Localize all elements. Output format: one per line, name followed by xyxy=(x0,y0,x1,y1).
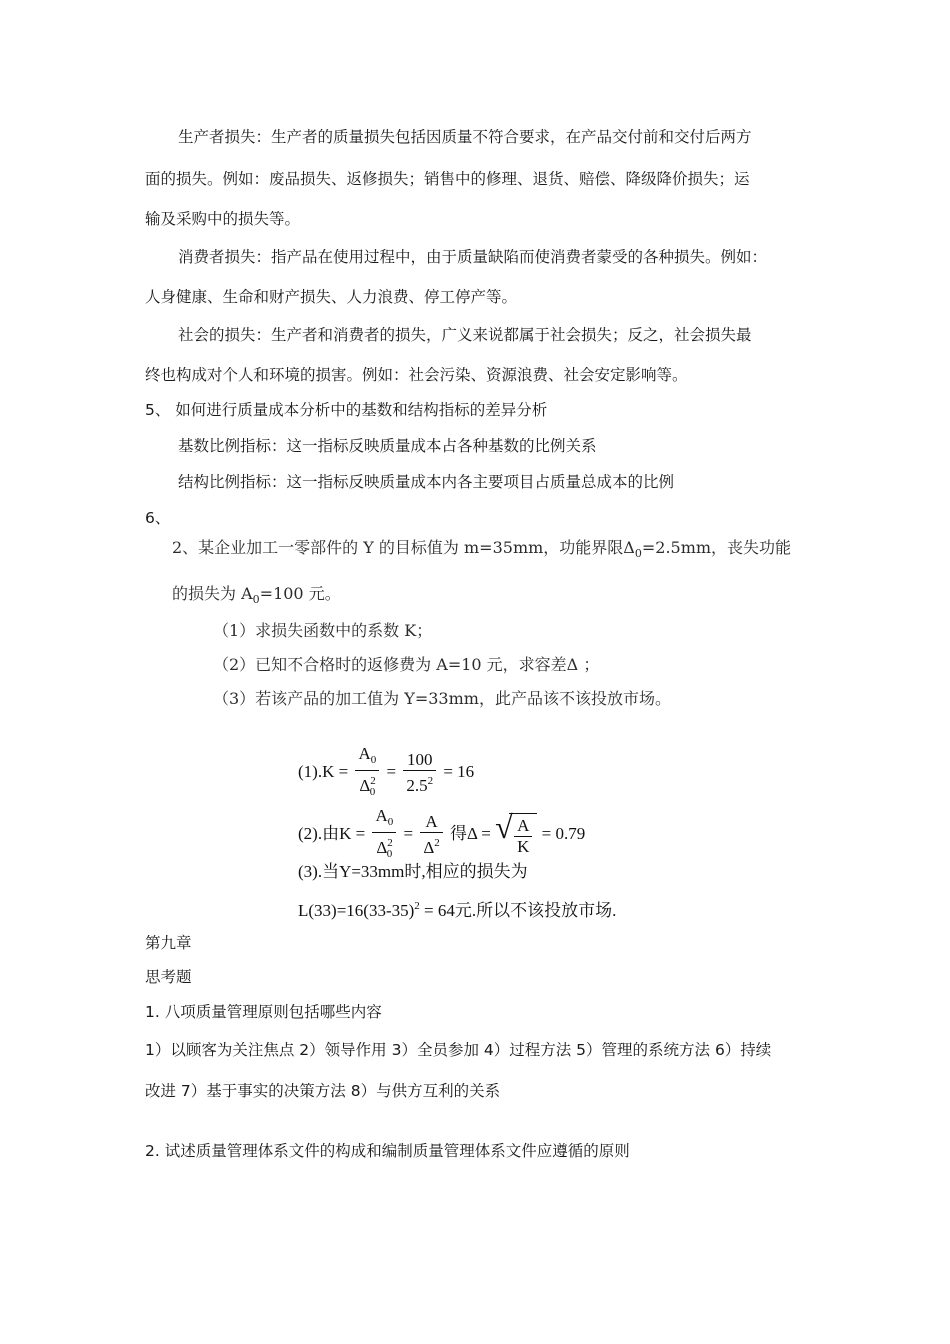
fraction-a-over-k xyxy=(514,816,532,857)
solution-4-text-a: L(33)=16(33-35) xyxy=(298,901,415,920)
problem-item-1: （1）求损失函数中的系数 K； xyxy=(213,621,433,640)
frac-num: A xyxy=(358,744,371,763)
problem-line-1-text-b: =2.5mm，丧失功能 xyxy=(641,538,792,557)
fraction-a-over-delta-squared xyxy=(420,812,442,858)
solution-2-eq: = xyxy=(403,823,414,843)
s2-frac2-num: A xyxy=(420,812,442,833)
delta-subscript: 0 xyxy=(634,547,642,560)
society-loss-line-2: 终也构成对个人和环境的损害。例如：社会污染、资源浪费、社会安定影响等。 xyxy=(145,366,688,384)
solution-4-text-b: = 64元.所以不该投放市场. xyxy=(419,901,617,920)
chapter-answer-1-line-2: 改进 7）基于事实的决策方法 8）与供方互利的关系 xyxy=(145,1082,501,1100)
s2-frac-den-sup: 2 xyxy=(387,837,393,849)
chapter-question-2: 2. 试述质量管理体系文件的构成和编制质量管理体系文件应遵循的原则 xyxy=(145,1142,630,1160)
frac2-num: 100 xyxy=(403,750,436,771)
producer-loss-line-3: 输及采购中的损失等。 xyxy=(145,210,301,228)
problem-line-2-text-a: 的损失为 A xyxy=(172,584,253,603)
chapter-answer-1-line-1: 1）以顾客为关注焦点 2）领导作用 3）全员参加 4）过程方法 5）管理的系统方法 6）持续 xyxy=(145,1041,772,1059)
square-root xyxy=(495,808,537,858)
frac-den-sub: 0 xyxy=(369,786,376,798)
chapter-title: 第九章 xyxy=(145,934,192,952)
problem-line-2-text-b: =100 元。 xyxy=(259,584,341,603)
problem-item-2: （2）已知不合格时的返修费为 A=10 元，求容差Δ ； xyxy=(213,655,600,674)
s2-frac2-den: Δ xyxy=(423,838,435,857)
solution-4-sup: 2 xyxy=(414,900,420,912)
frac2-den: 2.5 xyxy=(406,776,428,795)
question-5-answer-1: 基数比例指标：这一指标反映质量成本占各种基数的比例关系 xyxy=(178,437,597,455)
fraction-a0-over-delta0-squared-2 xyxy=(372,806,396,864)
sqrt-num: A xyxy=(514,816,532,837)
frac-num-sub: 0 xyxy=(370,754,377,766)
s2-frac-num-sub: 0 xyxy=(387,816,394,828)
producer-loss-line-1: 生产者损失：生产者的质量损失包括因质量不符合要求，在产品交付前和交付后两方 xyxy=(178,128,752,146)
delta-symbol: Δ xyxy=(623,538,635,557)
solution-1-prefix: (1).K = xyxy=(298,761,349,781)
producer-loss-line-2: 面的损失。例如：废品损失、返修损失；销售中的修理、退货、赔偿、降级降价损失；运 xyxy=(145,170,750,188)
solution-1-eq: = xyxy=(386,761,397,781)
solution-step-4 xyxy=(298,896,616,921)
chapter-subtitle: 思考题 xyxy=(145,968,192,986)
radical-sign: √ xyxy=(495,808,513,845)
sqrt-den: K xyxy=(517,837,530,857)
society-loss-line-1: 社会的损失：生产者和消费者的损失，广义来说都属于社会损失；反之，社会损失最 xyxy=(178,326,752,344)
problem-line-1 xyxy=(172,538,791,564)
consumer-loss-line-2: 人身健康、生命和财产损失、人力浪费、停工停产等。 xyxy=(145,288,518,306)
consumer-loss-line-1: 消费者损失：指产品在使用过程中，由于质量缺陷而使消费者蒙受的各种损失。例如： xyxy=(178,248,768,266)
problem-line-2 xyxy=(172,584,341,610)
solution-step-3: (3).当Y=33mm时,相应的损失为 xyxy=(298,862,528,881)
frac2-den-sup: 2 xyxy=(427,775,434,787)
s2-frac-num: A xyxy=(375,806,388,825)
a0-subscript: 0 xyxy=(252,593,260,606)
problem-line-1-text-a: 2、某企业加工一零部件的 Y 的目标值为 m=35mm，功能界限 xyxy=(172,538,624,557)
s2-frac-den: Δ xyxy=(376,838,388,857)
problem-item-3: （3）若该产品的加工值为 Y=33mm，此产品该不该投放市场。 xyxy=(213,689,671,708)
solution-step-1 xyxy=(298,744,474,802)
fraction-100-over-2-5-squared xyxy=(403,750,436,796)
chapter-question-1: 1. 八项质量管理原则包括哪些内容 xyxy=(145,1003,382,1021)
solution-step-2 xyxy=(298,806,585,864)
question-5: 5、 如何进行质量成本分析中的基数和结构指标的差异分析 xyxy=(145,401,548,419)
frac-den: Δ xyxy=(359,776,371,795)
question-6-label: 6、 xyxy=(145,509,171,527)
fraction-a0-over-delta0-squared xyxy=(355,744,379,802)
frac-den-sup: 2 xyxy=(370,775,376,787)
solution-2-mid: 得Δ = xyxy=(450,823,491,843)
solution-1-result: = 16 xyxy=(443,761,475,781)
s2-frac-den-sub: 0 xyxy=(386,848,393,860)
solution-2-prefix: (2).由K = xyxy=(298,823,366,843)
question-5-answer-2: 结构比例指标：这一指标反映质量成本内各主要项目占质量总成本的比例 xyxy=(178,473,675,491)
solution-2-result: = 0.79 xyxy=(541,823,586,843)
s2-frac2-den-sup: 2 xyxy=(434,837,440,849)
